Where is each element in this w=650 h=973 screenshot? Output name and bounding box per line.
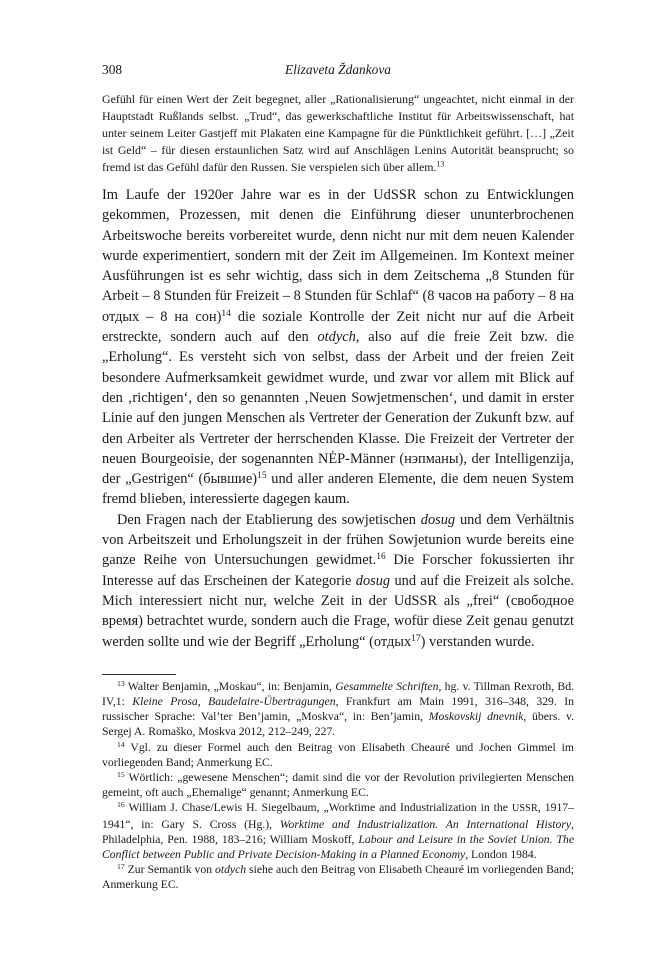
- text-run: Wörtlich: „gewesene Menschen“; damit sind die vor der Revolution privilegierten Menschen gemeint, oft auch „Ehemalige“ genannt; Anmerkung EC.: [102, 771, 574, 800]
- page-number: 308: [102, 62, 123, 77]
- block-quote: [102, 91, 574, 176]
- italic-title: Kleine Prosa, Baudelaire-Übertragungen: [132, 695, 336, 709]
- text-run: , Philadelphia, Pen. 1988, 183–216; William Moskoff,: [102, 817, 574, 846]
- text-run: , übers. v. Sergej A. Romaško, Moskva 2012, 212–249, 227.: [102, 710, 575, 739]
- body-text: [102, 185, 574, 652]
- text-run: die soziale Kontrolle der Zeit nicht nur auf die Arbeit erstreckte, sondern auch auf den: [102, 308, 574, 346]
- footnote-number: 14: [117, 739, 125, 749]
- quote-text: Gefühl für einen Wert der Zeit begegnet, aller „Rationalisierung“ ungeachtet, nicht einmal in der Hauptstadt Rußlands selbst. „Trud“, das gewerkschaftliche Institut für Arbeitswissenschaft, hat unter seinem Leiter Gastjeff mit Plakaten eine Kampagne für die Pünktlichkeit geführt. […] „Zeit ist Geld“ – für diesen erstaunlichen Satz wird auf Anschlägen Lenins Autorität beansprucht; so fremd ist das Gefühl dafür den Russen. Sie verspielen sich über allem.: [102, 92, 574, 174]
- paragraph-2: [102, 510, 574, 652]
- text-run: und aller anderen Elemente, die dem neuen System fremd blieben, interessierte dagegen kaum.: [102, 471, 574, 508]
- italic-title: otdych: [214, 863, 247, 877]
- text-run: Vgl. zu dieser Formel auch den Beitrag von Elisabeth Cheauré und Jochen Gimmel im vorliegenden Band; Anmerkung EC.: [102, 740, 574, 769]
- italic-term: dosug: [420, 511, 456, 528]
- italic-title: Labour and Leisure in the Soviet Union. The Conflict between Public and Private Decision-Making in a Planned Economy: [102, 832, 575, 862]
- text-run: Im Laufe der 1920er Jahre war es in der UdSSR schon zu Entwicklungen gekommen, Prozessen, mit denen die Einführung dieser ununterbrochenen Arbeitswoche bereits vorbereitet wurde, denn nicht nur mit dem neuen Kalender wurde experimentiert, sondern mit der Zeit im Allgemeinen. Im Kontext meiner Ausführungen ist es sehr wichtig, dass sich in dem Zeitschema „8 Stunden für Arbeit – 8 Stunden für Freizeit – 8 Stunden für Schlaf“ (8 часов на работу – 8 на отдых – 8 на сон): [102, 187, 574, 325]
- footnotes: [102, 679, 574, 893]
- text-run: siehe auch den Beitrag von Elisabeth Cheauré im vorliegenden Band; Anmerkung EC.: [102, 863, 574, 892]
- footnote-divider: [102, 674, 176, 675]
- text-run: , London 1984.: [465, 848, 537, 862]
- text-run: William J. Chase/Lewis H. Siegelbaum, „Worktime and Industrialization in the: [124, 801, 512, 815]
- italic-term: otdych: [317, 329, 356, 346]
- small-caps-term: USSR: [511, 803, 538, 815]
- footnote-ref-15: 15: [257, 470, 267, 481]
- text-run: , also auf die freie Zeit bzw. die „Erholung“. Es versteht sich von selbst, dass der Arbeit und der freien Zeit besondere Aufmerksamkeit gewidmet wurde, und zwar vor allem mit Blick auf den ‚richtigen‘, den so genannten ‚Neuen Sowjetmenschen‘, und damit in erster Linie auf den jungen Menschen als Vertreter der Generation der Zukunft bzw. auf den Arbeiter als Vertreter der herrschenden Klasse. Die Freizeit der Vertreter der neuen Bourgeoisie, der sogenannten NĖP-Männer (нэпманы), der Intelligenzija, der „Gestrigen“ (бывшие): [102, 329, 574, 488]
- footnote-14: [102, 740, 574, 770]
- footnote-17: [102, 862, 574, 892]
- text-run: , hg. v. Tillman Rexroth, Bd. IV,1:: [102, 679, 574, 709]
- text-run: und auf die Freizeit als solche. Mich interessiert nicht nur, welche Zeit in der UdSSR als „frei“ (свободное время) betrachtet wurde, sondern auch die Frage, wofür diese Zeit genau genutzt werden sollte und wie der Begriff „Erholung“ (отдых: [102, 572, 574, 650]
- italic-title: Gesammelte Schriften: [335, 679, 439, 693]
- book-page: [102, 62, 574, 893]
- footnote-15: [102, 770, 574, 800]
- paragraph-1: [102, 185, 574, 510]
- footnote-number: 16: [117, 800, 125, 810]
- footnote-16: [102, 800, 574, 862]
- running-head: Elizaveta Ždankova: [285, 62, 391, 77]
- footnote-13: [102, 679, 574, 740]
- italic-term: dosug: [355, 572, 391, 589]
- page-header: [102, 62, 574, 82]
- footnote-ref-14: 14: [221, 308, 231, 319]
- footnote-number: 15: [117, 769, 125, 779]
- text-run: Den Fragen nach der Etablierung des sowjetischen: [117, 511, 421, 528]
- text-run: ) verstanden wurde.: [420, 633, 535, 650]
- footnote-ref-13: 13: [436, 159, 445, 169]
- italic-title: Worktime and Industrialization. An International History: [279, 817, 572, 831]
- text-run: , Frankfurt am Main 1991, 316–348, 329. In russischer Sprache: Val’ter Ben’jamin, „Moskva“, in: Ben’jamin,: [102, 695, 575, 724]
- footnote-number: 13: [117, 678, 125, 688]
- text-run: Die Forscher fokussierten ihr Interesse auf das Erscheinen der Kategorie: [102, 552, 574, 589]
- italic-title: Moskovskij dnevnik: [428, 710, 524, 724]
- text-run: Walter Benjamin, „Moskau“, in: Benjamin,: [124, 679, 336, 693]
- text-run: Zur Semantik von: [124, 863, 215, 877]
- footnote-ref-17: 17: [411, 633, 421, 644]
- text-run: , 1917–1941“, in: Gary S. Cross (Hg.),: [102, 801, 574, 831]
- footnote-ref-16: 16: [376, 552, 386, 563]
- text-run: und dem Verhältnis von Arbeitszeit und Erholungszeit in der frühen Sowjetunion wurde bereits eine ganze Reihe von Untersuchungen gewidmet.: [102, 511, 574, 569]
- footnote-number: 17: [117, 862, 125, 872]
